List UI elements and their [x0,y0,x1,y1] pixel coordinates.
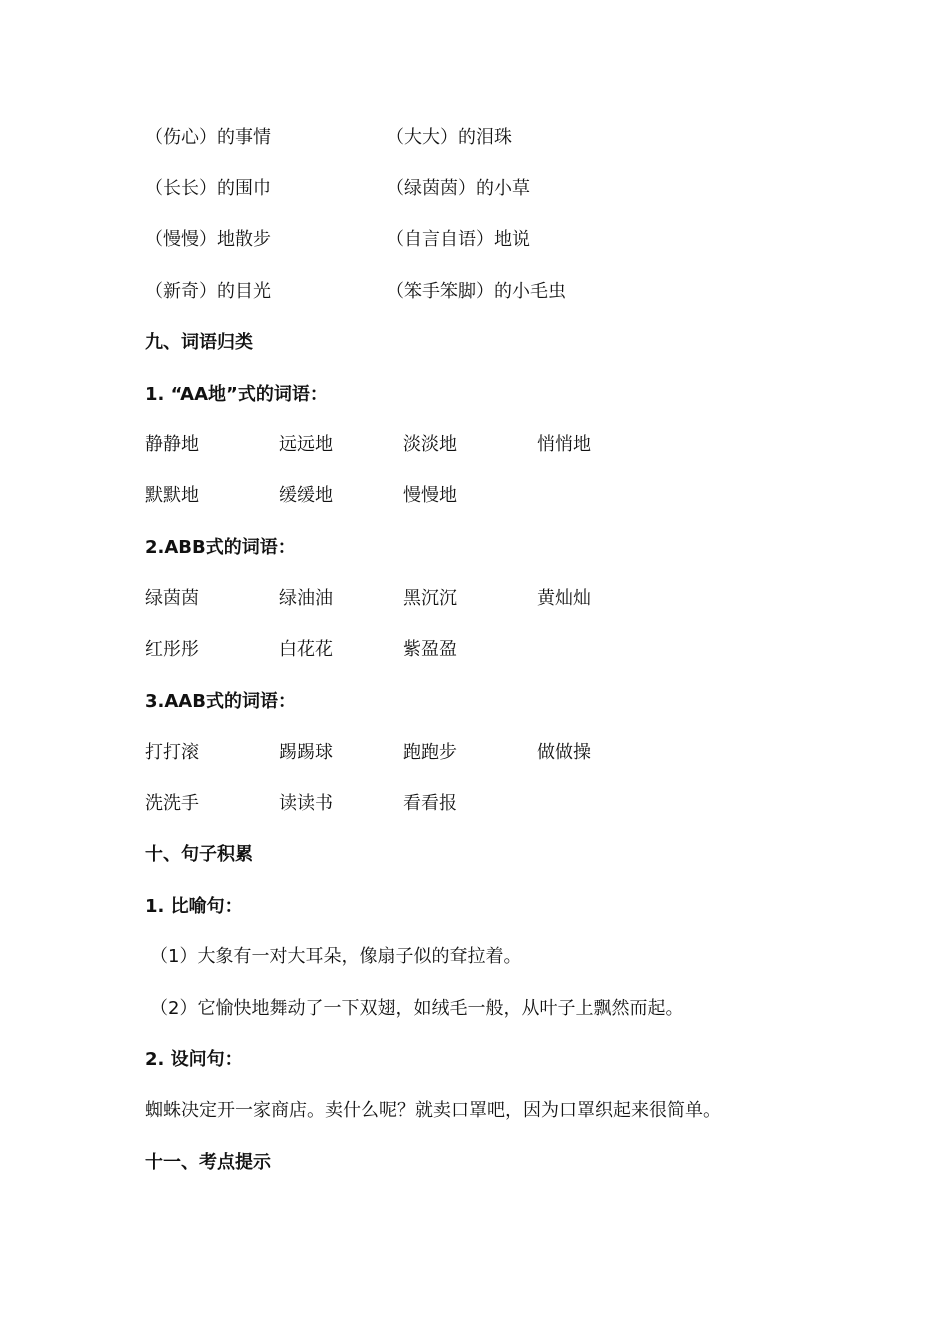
word-item: 绿油油 [279,588,333,609]
word-item: 看看报 [403,793,457,814]
group-heading: 2. 设问句： [145,1049,243,1070]
word-item: 缓缓地 [279,485,333,506]
sentence-item: 蜘蛛决定开一家商店。卖什么呢？就卖口罩吧，因为口罩织起来很简单。 [145,1100,721,1121]
word-item: 远远地 [279,434,333,455]
word-item: 慢慢地 [403,485,457,506]
word-item: 红彤彤 [145,639,199,660]
word-item: 静静地 [145,434,199,455]
word-item: 淡淡地 [403,434,457,455]
word-item: 绿茵茵 [145,588,199,609]
word-item: 读读书 [279,793,333,814]
phrase-left: （伤心）的事情 [145,127,271,148]
word-item: 踢踢球 [279,742,333,763]
word-item: 洗洗手 [145,793,199,814]
section-heading: 九、词语归类 [145,332,253,353]
group-heading: 1. 比喻句： [145,896,243,917]
section-heading: 十一、考点提示 [145,1152,271,1173]
word-item: 紫盈盈 [403,639,457,660]
group-heading: 3.AAB式的词语： [145,691,296,712]
sentence-item: （1）大象有一对大耳朵，像扇子似的耷拉着。 [150,946,522,967]
word-item: 默默地 [145,485,199,506]
word-item: 做做操 [537,742,591,763]
word-item: 白花花 [279,639,333,660]
word-item: 跑跑步 [403,742,457,763]
word-item: 悄悄地 [537,434,591,455]
phrase-left: （长长）的围巾 [145,178,271,199]
phrase-right: （笨手笨脚）的小毛虫 [386,281,566,302]
word-item: 黄灿灿 [537,588,591,609]
phrase-right: （自言自语）地说 [386,229,530,250]
phrase-left: （新奇）的目光 [145,281,271,302]
word-item: 黑沉沉 [403,588,457,609]
group-heading: 2.ABB式的词语： [145,537,296,558]
phrase-left: （慢慢）地散步 [145,229,271,250]
sentence-item: （2）它愉快地舞动了一下双翅，如绒毛一般，从叶子上飘然而起。 [150,998,684,1019]
word-item: 打打滚 [145,742,199,763]
phrase-right: （大大）的泪珠 [386,127,512,148]
group-heading: 1. “AA地”式的词语： [145,384,328,405]
section-heading: 十、句子积累 [145,844,253,865]
phrase-right: （绿茵茵）的小草 [386,178,530,199]
